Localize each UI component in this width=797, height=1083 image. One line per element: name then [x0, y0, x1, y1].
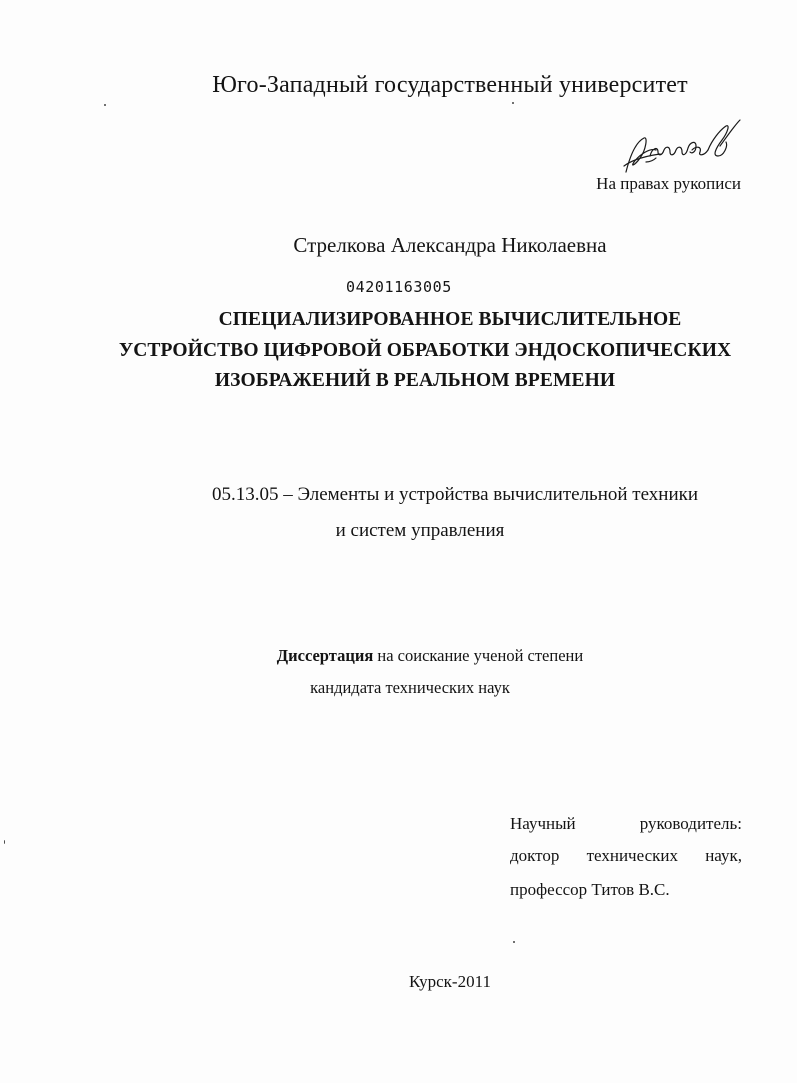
- university-name: Юго-Западный государственный университет: [212, 72, 688, 98]
- degree-line-2: кандидата технических наук: [310, 678, 510, 697]
- supervisor-degree-word-2: технических: [586, 846, 678, 865]
- scan-speck: [104, 104, 106, 106]
- supervisor-label: [510, 814, 742, 834]
- degree-line-1-rest: на соискание ученой степени: [373, 646, 584, 665]
- scan-speck: [513, 941, 515, 943]
- author-name: Стрелкова Александра Николаевна: [293, 233, 607, 257]
- registration-code: 04201163005: [346, 278, 452, 296]
- supervisor-degree-word-1: доктор: [510, 846, 560, 865]
- handwritten-signature-icon: [616, 116, 746, 180]
- city-year: Курск-2011: [409, 972, 491, 991]
- supervisor-name: профессор Титов В.С.: [510, 880, 670, 899]
- specialty-line-1: 05.13.05 – Элементы и устройства вычислительной техники: [211, 484, 699, 505]
- supervisor-label-word-1: Научный: [510, 814, 576, 833]
- degree-line-1: [150, 646, 710, 666]
- thesis-title-line-3: ИЗОБРАЖЕНИЙ В РЕАЛЬНОМ ВРЕМЕНИ: [214, 370, 616, 391]
- thesis-title-line-2: УСТРОЙСТВО ЦИФРОВОЙ ОБРАБОТКИ ЭНДОСКОПИЧЕСКИХ: [118, 340, 732, 361]
- specialty-line-2: и систем управления: [335, 520, 505, 541]
- supervisor-label-word-2: руководитель:: [639, 814, 742, 833]
- scan-speck: [512, 102, 514, 104]
- supervisor-degree-word-3: наук,: [705, 846, 742, 865]
- manuscript-rights-label: На правах рукописи: [596, 174, 741, 193]
- scan-speck: [4, 840, 5, 844]
- supervisor-degree: [510, 846, 742, 866]
- thesis-title-line-1: СПЕЦИАЛИЗИРОВАННОЕ ВЫЧИСЛИТЕЛЬНОЕ: [218, 309, 682, 330]
- dissertation-word: Диссертация: [276, 646, 374, 665]
